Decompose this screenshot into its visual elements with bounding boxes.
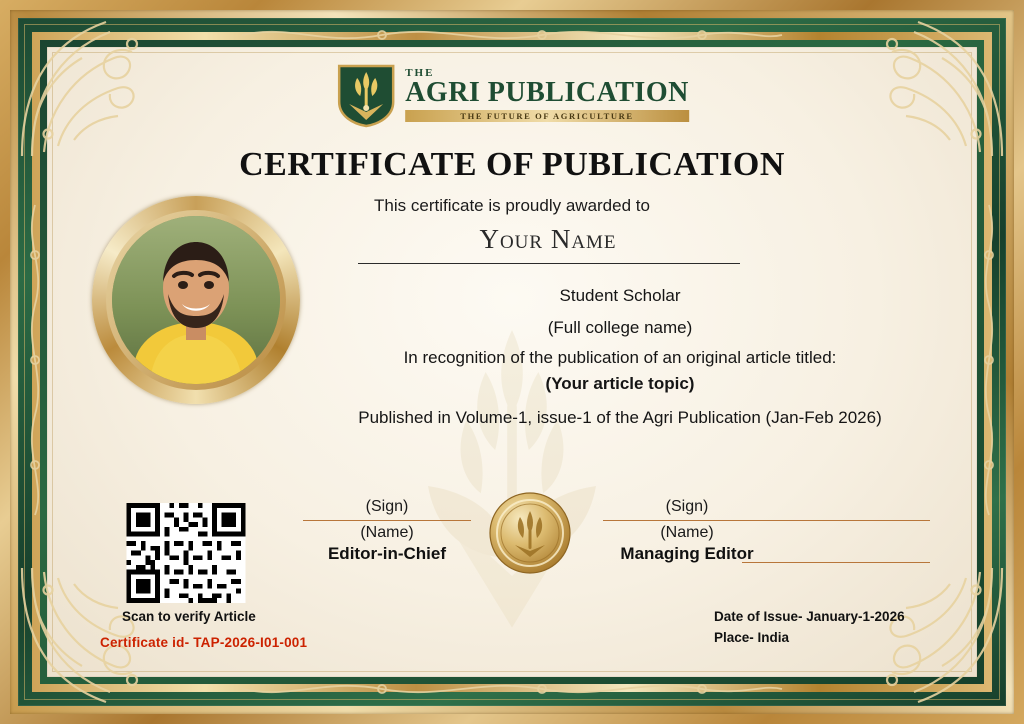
logo-the: THE	[405, 66, 435, 79]
gold-wheat-seal-icon	[487, 489, 573, 577]
brand-logo	[335, 62, 689, 128]
issue-place: Place- India	[714, 629, 790, 645]
qr-code-icon[interactable]	[122, 503, 250, 603]
signature-role: Managing Editor	[620, 544, 754, 563]
signature-name-label: (Name)	[660, 524, 714, 541]
body-line-2: (Full college name)	[547, 318, 693, 337]
body-line-4-article-topic: (Your article topic)	[545, 374, 695, 393]
blank-signature-rule	[742, 562, 930, 563]
body-line-3: In recognition of the publication of an original article titled:	[403, 348, 837, 367]
certificate-id: Certificate id- TAP-2026-I01-001	[100, 635, 308, 650]
issue-details	[714, 607, 905, 649]
wheat-shield-icon	[335, 62, 397, 128]
qr-block	[122, 503, 256, 624]
recipient-name: Your Name	[479, 224, 617, 254]
signature-block-managing-editor	[572, 498, 802, 564]
award-subtitle: This certificate is proudly awarded to	[374, 196, 650, 215]
body-line-5-publication-info: Published in Volume-1, issue-1 of the Agri Publication (Jan-Feb 2026)	[358, 408, 882, 427]
recipient-underline	[358, 263, 740, 264]
signature-sign-label: (Sign)	[665, 498, 709, 515]
signature-sign-label: (Sign)	[365, 498, 409, 515]
avatar-photo	[112, 216, 280, 384]
logo-name: AGRI PUBLICATION	[405, 76, 689, 108]
qr-caption: Scan to verify Article	[122, 609, 256, 624]
avatar	[92, 196, 300, 404]
logo-text-block	[405, 68, 689, 123]
signature-name-label: (Name)	[360, 524, 414, 541]
issue-date: Date of Issue- January-1-2026	[714, 609, 905, 624]
signature-rule	[303, 520, 471, 521]
body-line-1: Student Scholar	[559, 286, 681, 305]
page-title: CERTIFICATE OF PUBLICATION	[239, 146, 785, 183]
portrait-photo-icon	[112, 216, 280, 384]
signature-role: Editor-in-Chief	[327, 544, 447, 563]
signature-block-editor-in-chief	[272, 498, 502, 564]
blank-signature-rule	[742, 520, 930, 521]
logo-tagline: THE FUTURE OF AGRICULTURE	[405, 110, 689, 123]
